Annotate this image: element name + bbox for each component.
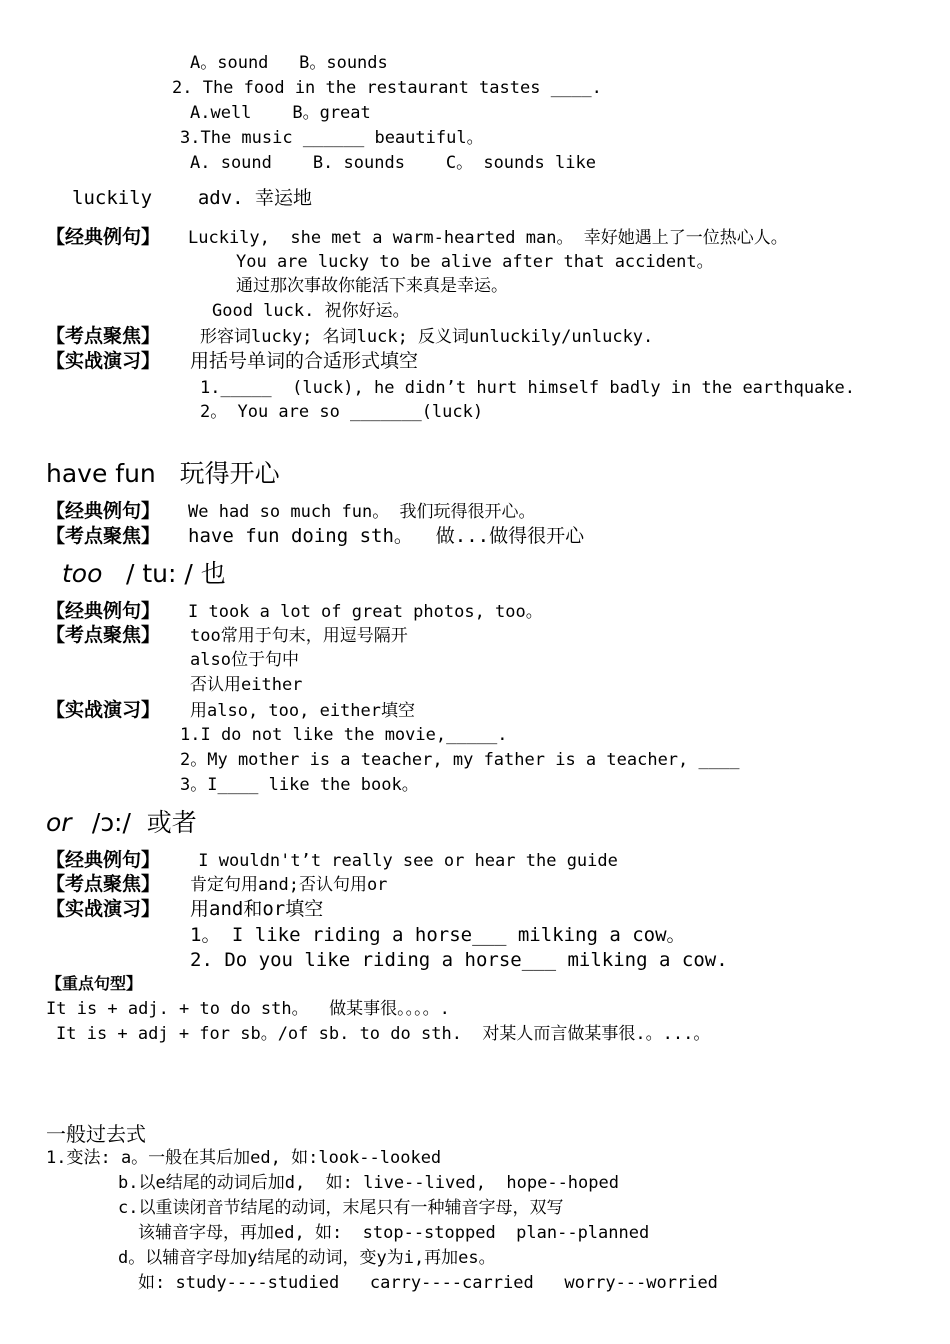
vocab-heading-or-word: or bbox=[46, 808, 72, 837]
example-sentence: We had so much fun。 我们玩得很开心。 bbox=[188, 502, 536, 522]
practice-instruction: 用also, too, either填空 bbox=[190, 701, 415, 721]
label-example: 【经典例句】 bbox=[46, 226, 161, 248]
rule-line: 该辅音字母，再加ed, 如: stop--stopped plan--planned bbox=[138, 1223, 650, 1243]
practice-question: 1._____ (luck), he didn’t hurt himself badly in the earthquake. bbox=[200, 378, 856, 398]
pattern-sentence: It is + adj + for sb。/of sb. to do sth. 对某人而言做某事很.。...。 bbox=[56, 1024, 711, 1044]
exercise-options: A。sound B。sounds bbox=[190, 53, 388, 73]
example-translation: 通过那次事故你能活下来真是幸运。 bbox=[236, 276, 508, 296]
label-key-pattern: 【重点句型】 bbox=[46, 974, 143, 993]
practice-question: 2。 You are so _______(luck) bbox=[200, 402, 484, 422]
rule-line: 1.变法: a。一般在其后加ed, 如:look--looked bbox=[46, 1148, 442, 1168]
example-sentence: I wouldn't’t really see or hear the guide bbox=[188, 851, 618, 871]
label-practice: 【实战演习】 bbox=[46, 350, 161, 372]
practice-question: 1。 I like riding a horse___ milking a cow。 bbox=[190, 924, 686, 946]
section-title-simple-past: 一般过去式 bbox=[46, 1122, 146, 1146]
exercise-question: 2. The food in the restaurant tastes ____. bbox=[172, 78, 602, 98]
label-practice: 【实战演习】 bbox=[46, 898, 161, 920]
exercise-options: A.well B。great bbox=[190, 103, 371, 123]
focus-note: 形容词lucky; 名词luck; 反义词unluckily/unlucky. bbox=[200, 327, 654, 347]
label-focus: 【考点聚焦】 bbox=[46, 624, 161, 646]
label-focus: 【考点聚焦】 bbox=[46, 873, 161, 895]
pattern-sentence: It is + adj. + to do sth。 做某事很。。。。. bbox=[46, 999, 450, 1019]
rule-line: b.以e结尾的动词后加d, 如: live--lived, hope--hoped bbox=[118, 1173, 619, 1193]
practice-question: 2. Do you like riding a horse___ milking a cow. bbox=[190, 949, 728, 971]
label-focus: 【考点聚焦】 bbox=[46, 325, 161, 347]
rule-line: c.以重读闭音节结尾的动词，末尾只有一种辅音字母，双写 bbox=[118, 1198, 564, 1218]
example-sentence: Luckily, she met a warm-hearted man。 幸好她遇上了一位热心人。 bbox=[188, 228, 788, 248]
exercise-question: 3.The music ______ beautiful。 bbox=[180, 128, 484, 148]
practice-instruction: 用括号单词的合适形式填空 bbox=[190, 350, 419, 372]
vocab-heading-too-phonetic: / tu: / 也 bbox=[118, 559, 226, 588]
rule-line: 如: study----studied carry----carried worry---worried bbox=[138, 1273, 718, 1293]
exercise-options: A. sound B. sounds C。 sounds like bbox=[190, 153, 596, 173]
vocab-heading-too-word: too bbox=[62, 559, 103, 588]
focus-note: 肯定句用and;否认句用or bbox=[190, 875, 388, 895]
vocab-heading-or-phonetic: /ɔ:/ 或者 bbox=[76, 808, 197, 837]
vocab-heading-have-fun: have fun 玩得开心 bbox=[46, 459, 280, 488]
label-example: 【经典例句】 bbox=[46, 500, 161, 522]
label-example: 【经典例句】 bbox=[46, 600, 161, 622]
practice-question: 2。My mother is a teacher, my father is a teacher, ____ bbox=[180, 750, 740, 770]
focus-note: have fun doing sth。 做...做得很开心 bbox=[188, 525, 585, 547]
focus-note: 否认用either bbox=[190, 675, 303, 695]
example-sentence: Good luck. 祝你好运。 bbox=[212, 301, 410, 321]
label-practice: 【实战演习】 bbox=[46, 699, 161, 721]
rule-line: d。以辅音字母加y结尾的动词，变y为i,再加es。 bbox=[118, 1248, 496, 1268]
practice-question: 3。I____ like the book。 bbox=[180, 775, 419, 795]
label-example: 【经典例句】 bbox=[46, 849, 161, 871]
example-sentence: You are lucky to be alive after that accident。 bbox=[236, 252, 714, 272]
label-focus: 【考点聚焦】 bbox=[46, 525, 161, 547]
example-sentence: I took a lot of great photos, too。 bbox=[188, 602, 543, 622]
practice-question: 1.I do not like the movie,_____. bbox=[180, 725, 508, 745]
focus-note: also位于句中 bbox=[190, 650, 299, 670]
focus-note: too常用于句末，用逗号隔开 bbox=[190, 626, 408, 646]
practice-instruction: 用and和or填空 bbox=[190, 898, 324, 920]
vocab-heading-luckily: luckily adv. 幸运地 bbox=[72, 187, 313, 209]
